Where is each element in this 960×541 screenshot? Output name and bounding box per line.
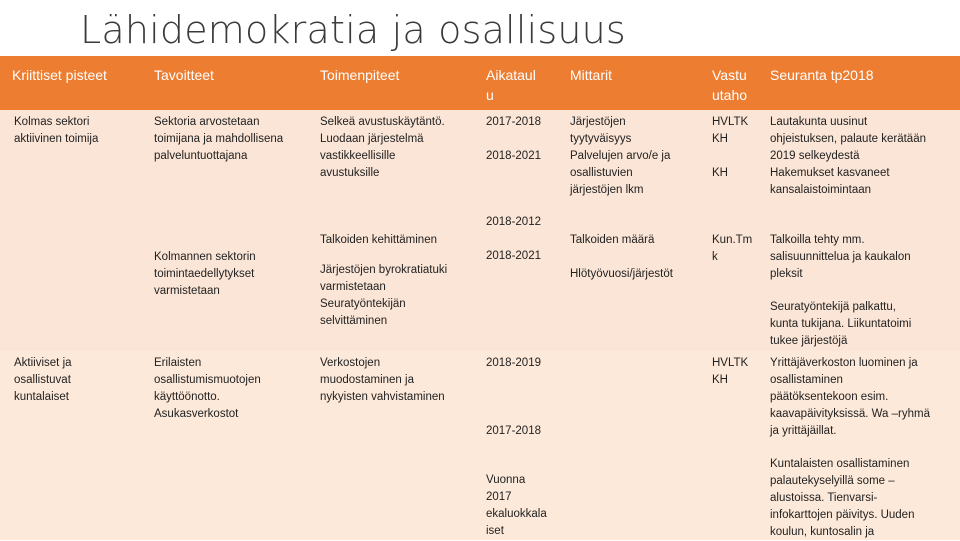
row1-seuranta-a: Lautakunta uusinut ohjeistuksen, palaute kerätään 2019 selkeydestä Hakemukset kasvaneet kansalaistoimintaan <box>770 116 926 196</box>
header-toimenpiteet: Toimenpiteet <box>320 67 400 83</box>
header-kriittiset-pisteet: Kriittiset pisteet <box>12 67 107 83</box>
header-seuranta: Seuranta tp2018 <box>770 67 874 83</box>
header-vastuutaho: Vastu utaho <box>712 67 748 103</box>
row1-tavoite-b: Kolmannen sektorin toimintaedellytykset varmistetaan <box>154 251 256 297</box>
row1-aikataulu-d: 2018-2021 <box>486 250 541 262</box>
row1-mittari-a: Järjestöjen tyytyväisyys Palvelujen arvo/e ja osallistuvien järjestöjen lkm <box>570 116 671 196</box>
row1-aikataulu-c: 2018-2012 <box>486 216 541 228</box>
row2-seuranta-a: Yrittäjäverkoston luominen ja osallistaminen päätöksentekoon esim. kaavapäivityksissä. Wa –ryhmä ja yrittäjäillat. <box>770 357 930 437</box>
row1-toimenpide-b: Talkoiden kehittäminen <box>320 234 437 246</box>
page-title: Lähidemokratia ja osallisuus <box>80 8 626 52</box>
row2-kriittiset: Aktiiviset ja osallistuvat kuntalaiset <box>14 357 72 403</box>
row1-toimenpide-c: Järjestöjen byrokratiatuki varmistetaan Seuratyöntekijän selvittäminen <box>320 264 448 327</box>
header-aikataulu: Aikataul u <box>486 67 536 103</box>
row2-toimenpide: Verkostojen muodostaminen ja nykyisten vahvistaminen <box>320 357 445 403</box>
row1-seuranta-c: Seuratyöntekijä palkattu, kunta tukijana. Liikuntatoimi tukee järjestöjä <box>770 301 912 347</box>
header-mittarit: Mittarit <box>570 67 612 83</box>
row1-vastuu-a: HVLTK KH <box>712 116 749 145</box>
row1-vastuu-c: Kun.Tm k <box>712 234 753 263</box>
row1-aikataulu-b: 2018-2021 <box>486 150 541 162</box>
row1-mittari-c: Hlötyövuosi/järjestöt <box>570 268 673 280</box>
header-tavoitteet: Tavoitteet <box>154 67 214 83</box>
plan-table <box>0 56 960 540</box>
row2-vastuu: HVLTK KH <box>712 357 749 386</box>
row2-aikataulu-b: 2017-2018 <box>486 425 541 437</box>
row2-seuranta-b: Kuntalaisten osallistaminen palautekyselyillä some – alustoissa. Tienvarsi- infokarttojen päivitys. Uuden koulun, kuntosalin ja <box>770 458 915 538</box>
row2-aikataulu-a: 2018-2019 <box>486 357 541 369</box>
row1-vastuu-b: KH <box>712 167 728 179</box>
row1-seuranta-b: Talkoilla tehty mm. salisuunnittelua ja kaukalon pleksit <box>770 234 911 280</box>
row2-tavoite: Erilaisten osallistumismuotojen käyttöönotto. Asukasverkostot <box>154 357 261 420</box>
row1-mittari-b: Talkoiden määrä <box>570 234 655 246</box>
row1-kriittiset: Kolmas sektori aktiivinen toimija <box>14 116 99 145</box>
row1-aikataulu-a: 2017-2018 <box>486 116 541 128</box>
row2-aikataulu-c: Vuonna 2017 ekaluokkala iset <box>486 474 547 537</box>
row1-tavoite-a: Sektoria arvostetaan toimijana ja mahdollisena palveluntuottajana <box>154 116 284 162</box>
table-header-row <box>0 56 960 110</box>
row1-toimenpide-a: Selkeä avustuskäytäntö. Luodaan järjestelmä vastikkeellisille avustuksille <box>320 116 445 179</box>
